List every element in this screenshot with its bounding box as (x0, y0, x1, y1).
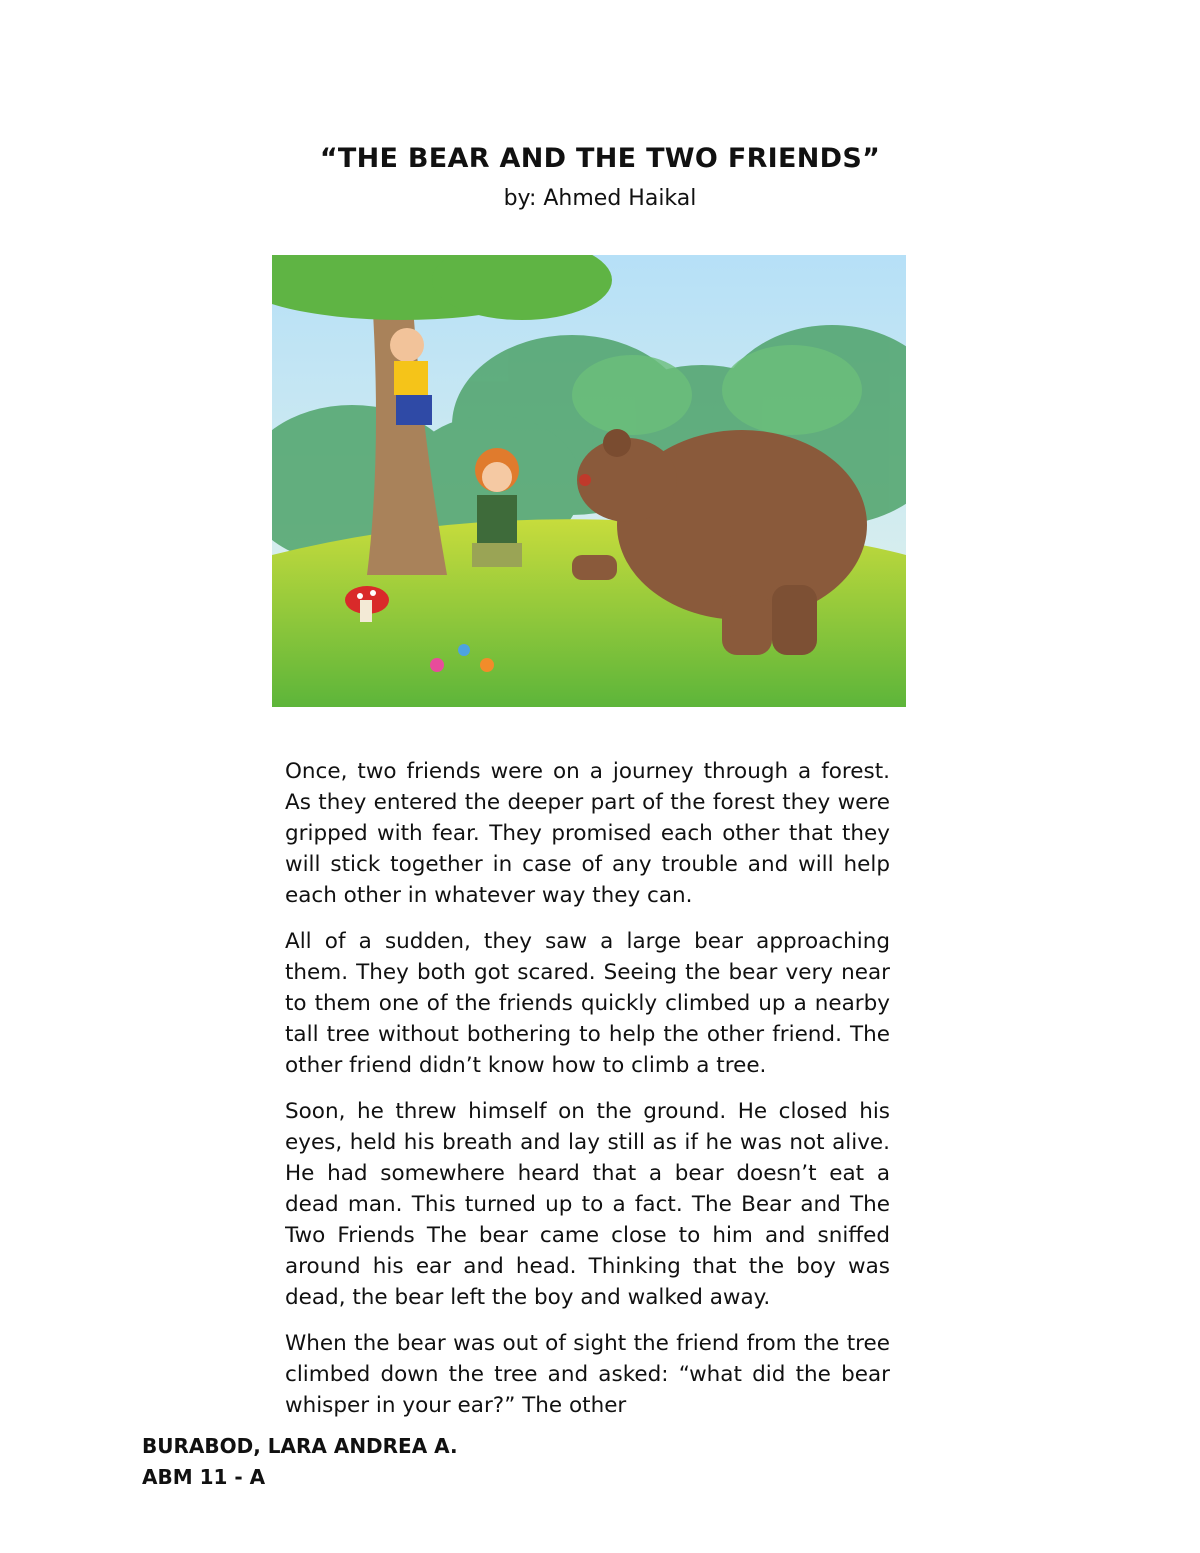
story-illustration (272, 255, 906, 707)
story-body (285, 756, 890, 1491)
story-paragraph: All of a sudden, they saw a large bear approaching them. They both got scared. Seeing the bear very near to them one of the friends quickly climbed up a nearby tall tree without bothering to help the other friend. The other friend didn’t know how to climb a tree. (285, 929, 890, 1078)
student-info (142, 1431, 458, 1493)
student-section: ABM 11 - A (142, 1465, 266, 1489)
document-title: “THE BEAR AND THE TWO FRIENDS” (319, 143, 881, 174)
story-paragraph: Soon, he threw himself on the ground. He closed his eyes, held his breath and lay still as if he was not alive. He had somewhere heard that a bear doesn’t eat a dead man. This turned up to a fact. The Bear and The Two Friends The bear came close to him and sniffed around his ear and head. Thinking that the boy was dead, the bear left the boy and walked away. (285, 1099, 890, 1310)
story-paragraph: When the bear was out of sight the friend from the tree climbed down the tree and asked: “what did the bear whisper in your ear?” The other (285, 1331, 890, 1418)
story-paragraph: Once, two friends were on a journey through a forest. As they entered the deeper part of the forest they were gripped with fear. They promised each other that they will stick together in case of any trouble and will help each other in whatever way they can. (285, 759, 890, 908)
illustration-icon (272, 255, 906, 707)
document-author: by: Ahmed Haikal (503, 186, 697, 211)
student-name: BURABOD, LARA ANDREA A. (142, 1434, 458, 1458)
